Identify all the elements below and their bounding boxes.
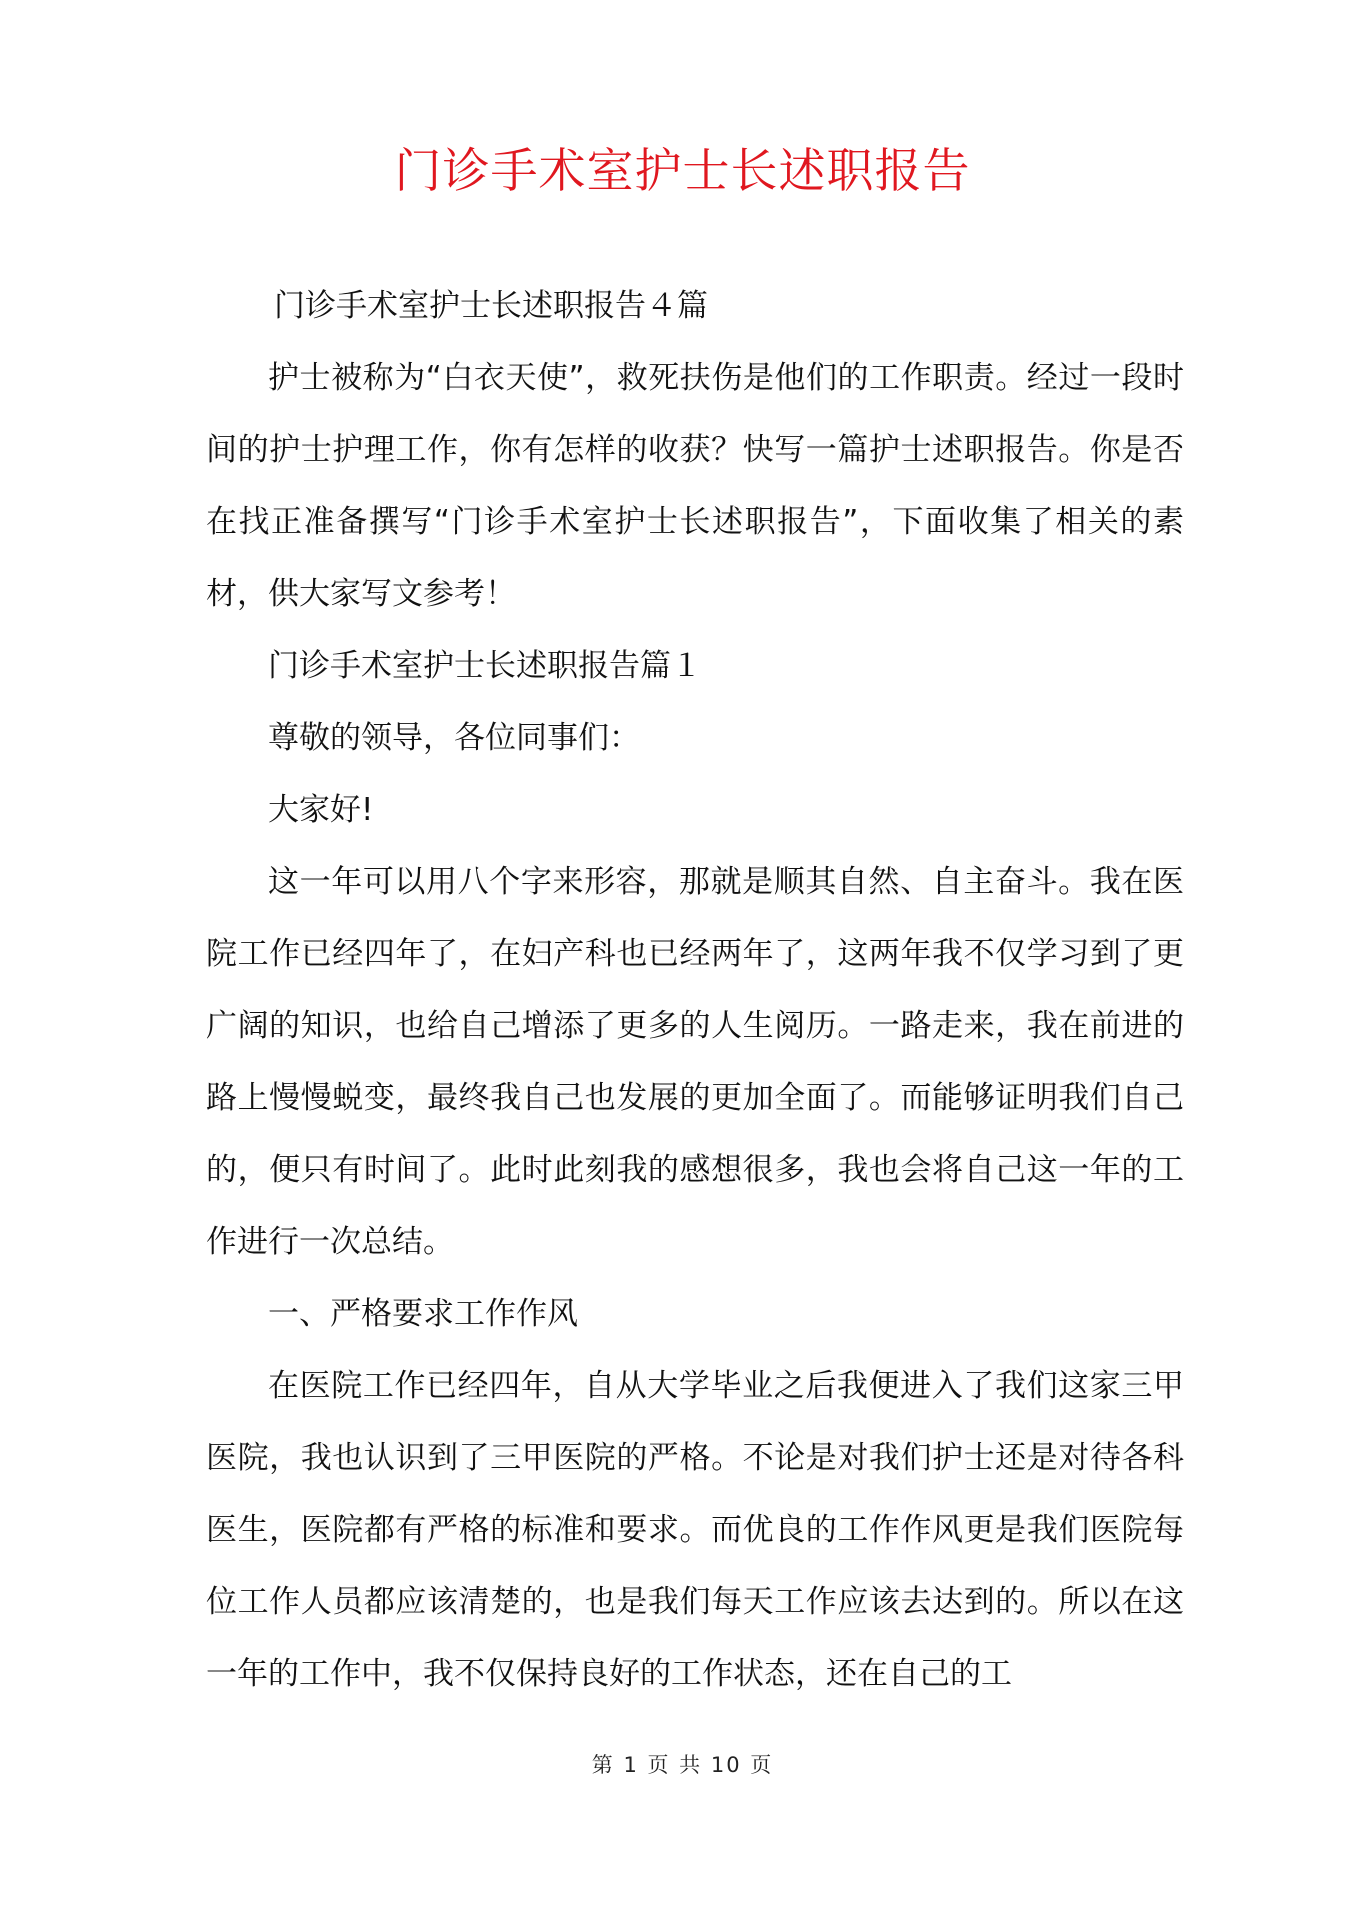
paragraph-body-1: 这一年可以用八个字来形容，那就是顺其自然、自主奋斗。我在医院工作已经四年了，在妇产科也已经两年了，这两年我不仅学习到了更广阔的知识，也给自己增添了更多的人生阅历。一路走来，我在前进的路上慢慢蜕变，最终我自己也发展的更加全面了。而能够证明我们自己的，便只有时间了。此时此刻我的感想很多，我也会将自己这一年的工作进行一次总结。 — [206, 864, 1184, 1260]
paragraph-heading-1: 一、严格要求工作作风 — [268, 1296, 578, 1332]
paragraph-greeting: 大家好! — [268, 792, 374, 828]
paragraph-intro: 护士被称为“白衣天使”，救死扶伤是他们的工作职责。经过一段时间的护士护理工作，你有怎样的收获？快写一篇护士述职报告。你是否在找正准备撰写“门诊手术室护士长述职报告”，下面收集了相关的素材，供大家写文参考！ — [206, 360, 1184, 612]
document-body — [206, 270, 1184, 1710]
paragraph-body-2: 在医院工作已经四年，自从大学毕业之后我便进入了我们这家三甲医院，我也认识到了三甲医院的严格。不论是对我们护士还是对待各科医生，医院都有严格的标准和要求。而优良的工作作风更是我们医院每位工作人员都应该清楚的，也是我们每天工作应该去达到的。所以在这一年的工作中，我不仅保持良好的工作状态，还在自己的工 — [206, 1368, 1184, 1692]
document-subtitle: 门诊手术室护士长述职报告４篇 — [274, 288, 708, 324]
paragraph-section-heading: 门诊手术室护士长述职报告篇１ — [268, 648, 702, 684]
page-footer: 第 1 页 共 10 页 — [591, 1753, 774, 1777]
paragraph-salutation: 尊敬的领导，各位同事们： — [268, 720, 640, 756]
document-title: 门诊手术室护士长述职报告 — [394, 144, 971, 199]
